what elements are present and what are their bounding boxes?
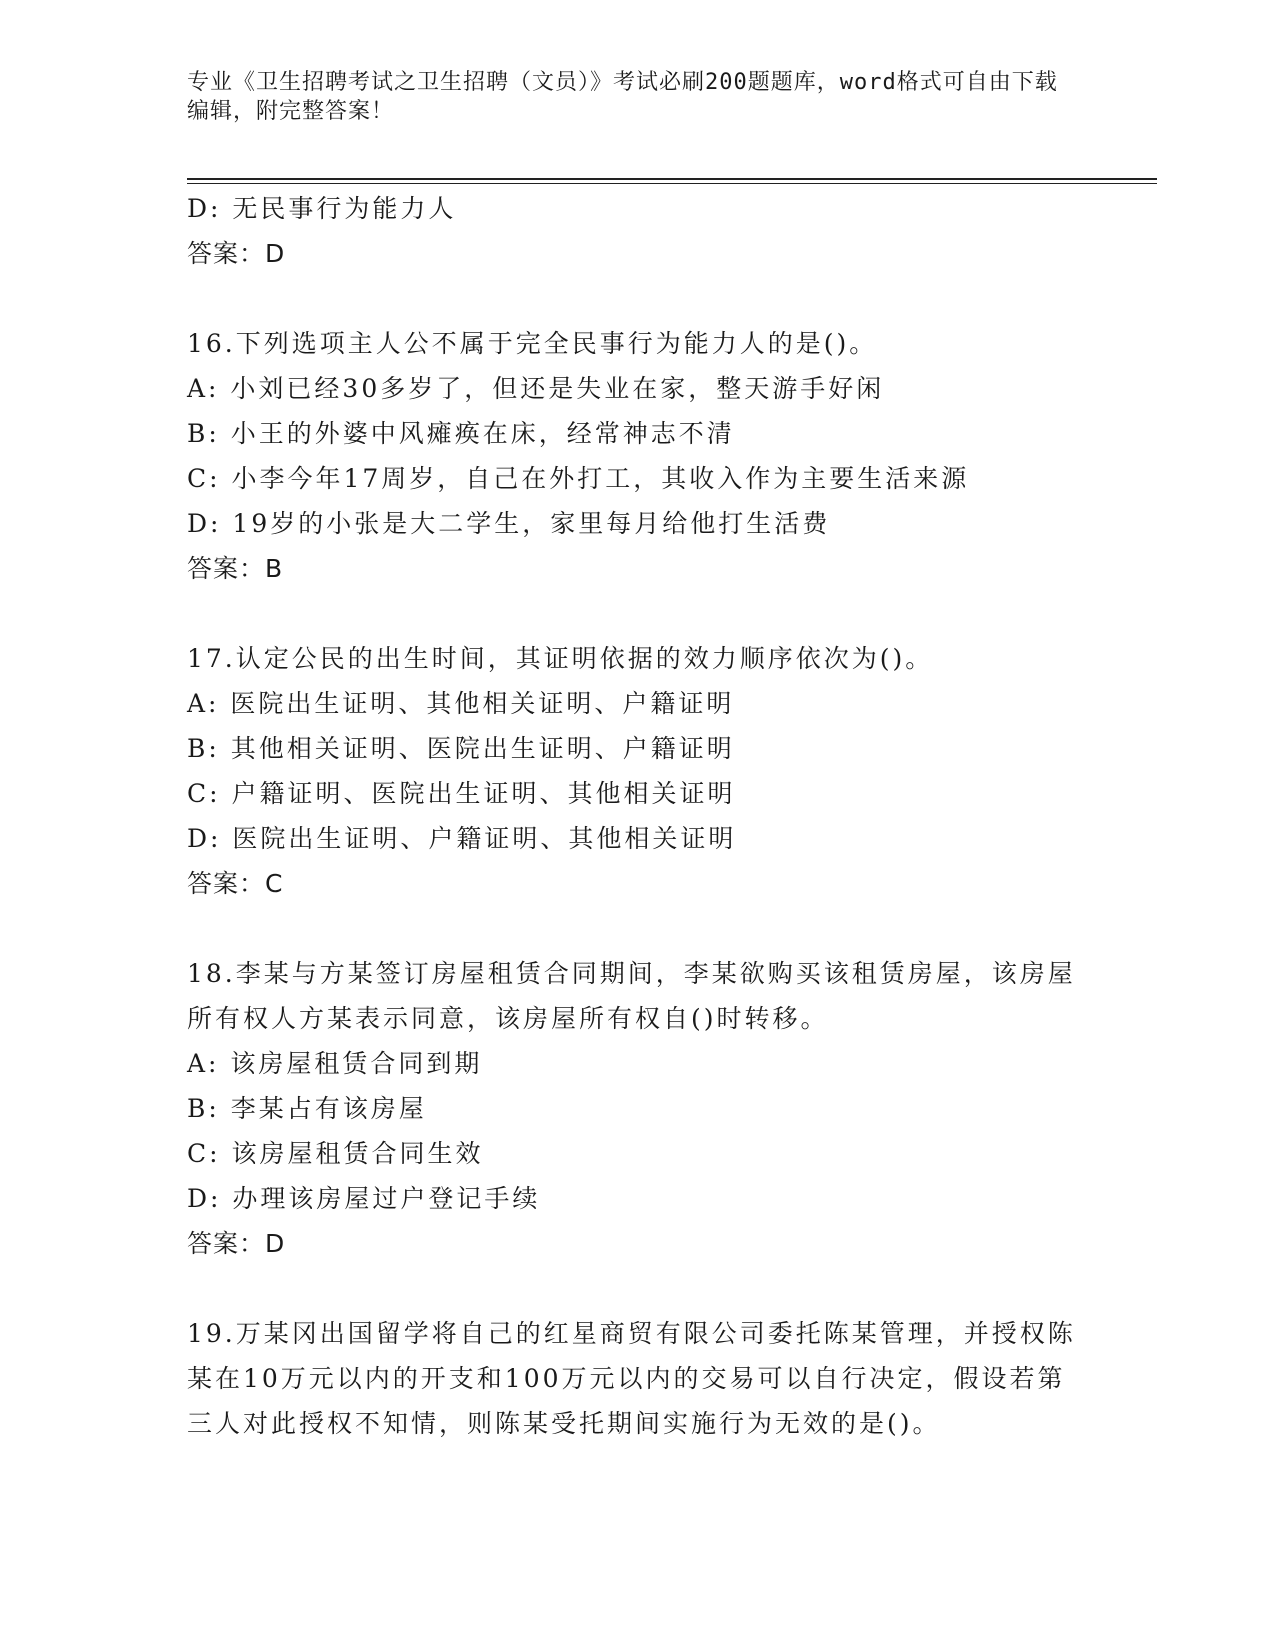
option-d: D: 办理该房屋过户登记手续: [187, 1184, 541, 1213]
question-list: [187, 186, 1157, 1446]
spacer: [187, 591, 1157, 636]
question-stem: 18.李某与方某签订房屋租赁合同期间，李某欲购买该租赁房屋，该房屋所有权人方某表示同意，该房屋所有权自()时转移。: [187, 959, 1076, 1033]
option-c: C: 户籍证明、医院出生证明、其他相关证明: [187, 779, 736, 808]
divider-thin-line: [187, 183, 1157, 184]
answer: 答案：D: [187, 1229, 286, 1258]
document-header: 专业《卫生招聘考试之卫生招聘（文员）》考试必刷200题题库，word格式可自由下载编辑，附完整答案！: [187, 70, 1058, 124]
option-b: B: 其他相关证明、医院出生证明、户籍证明: [187, 734, 735, 763]
option-d: D: 19岁的小张是大二学生，家里每月给他打生活费: [187, 509, 831, 538]
option-c: C: 该房屋租赁合同生效: [187, 1139, 484, 1168]
question-18: [187, 951, 1157, 1266]
prev-option-d: D: 无民事行为能力人: [187, 194, 457, 223]
answer: 答案：B: [187, 554, 284, 583]
question-stem: 16.下列选项主人公不属于完全民事行为能力人的是()。: [187, 329, 878, 358]
divider-thick-line: [187, 178, 1157, 180]
header-divider: [187, 178, 1157, 184]
question-stem: 19.万某冈出国留学将自己的红星商贸有限公司委托陈某管理，并授权陈某在10万元以内的开支和100万元以内的交易可以自行决定，假设若第三人对此授权不知情，则陈某受托期间实施行为无效的是()。: [187, 1319, 1076, 1438]
question-19: [187, 1311, 1157, 1446]
option-a: A: 小刘已经30多岁了，但还是失业在家，整天游手好闲: [187, 374, 885, 403]
answer: 答案：C: [187, 869, 284, 898]
question-17: [187, 636, 1157, 906]
option-a: A: 该房屋租赁合同到期: [187, 1049, 483, 1078]
option-d: D: 医院出生证明、户籍证明、其他相关证明: [187, 824, 737, 853]
question-16: [187, 321, 1157, 591]
option-b: B: 小王的外婆中风瘫痪在床，经常神志不清: [187, 419, 735, 448]
spacer: [187, 276, 1157, 321]
option-b: B: 李某占有该房屋: [187, 1094, 427, 1123]
spacer: [187, 906, 1157, 951]
prev-answer: 答案：D: [187, 239, 286, 268]
document-page: [187, 68, 1157, 1438]
spacer: [187, 1266, 1157, 1311]
question-stem: 17.认定公民的出生时间，其证明依据的效力顺序依次为()。: [187, 644, 934, 673]
option-c: C: 小李今年17周岁，自己在外打工，其收入作为主要生活来源: [187, 464, 970, 493]
option-a: A: 医院出生证明、其他相关证明、户籍证明: [187, 689, 735, 718]
